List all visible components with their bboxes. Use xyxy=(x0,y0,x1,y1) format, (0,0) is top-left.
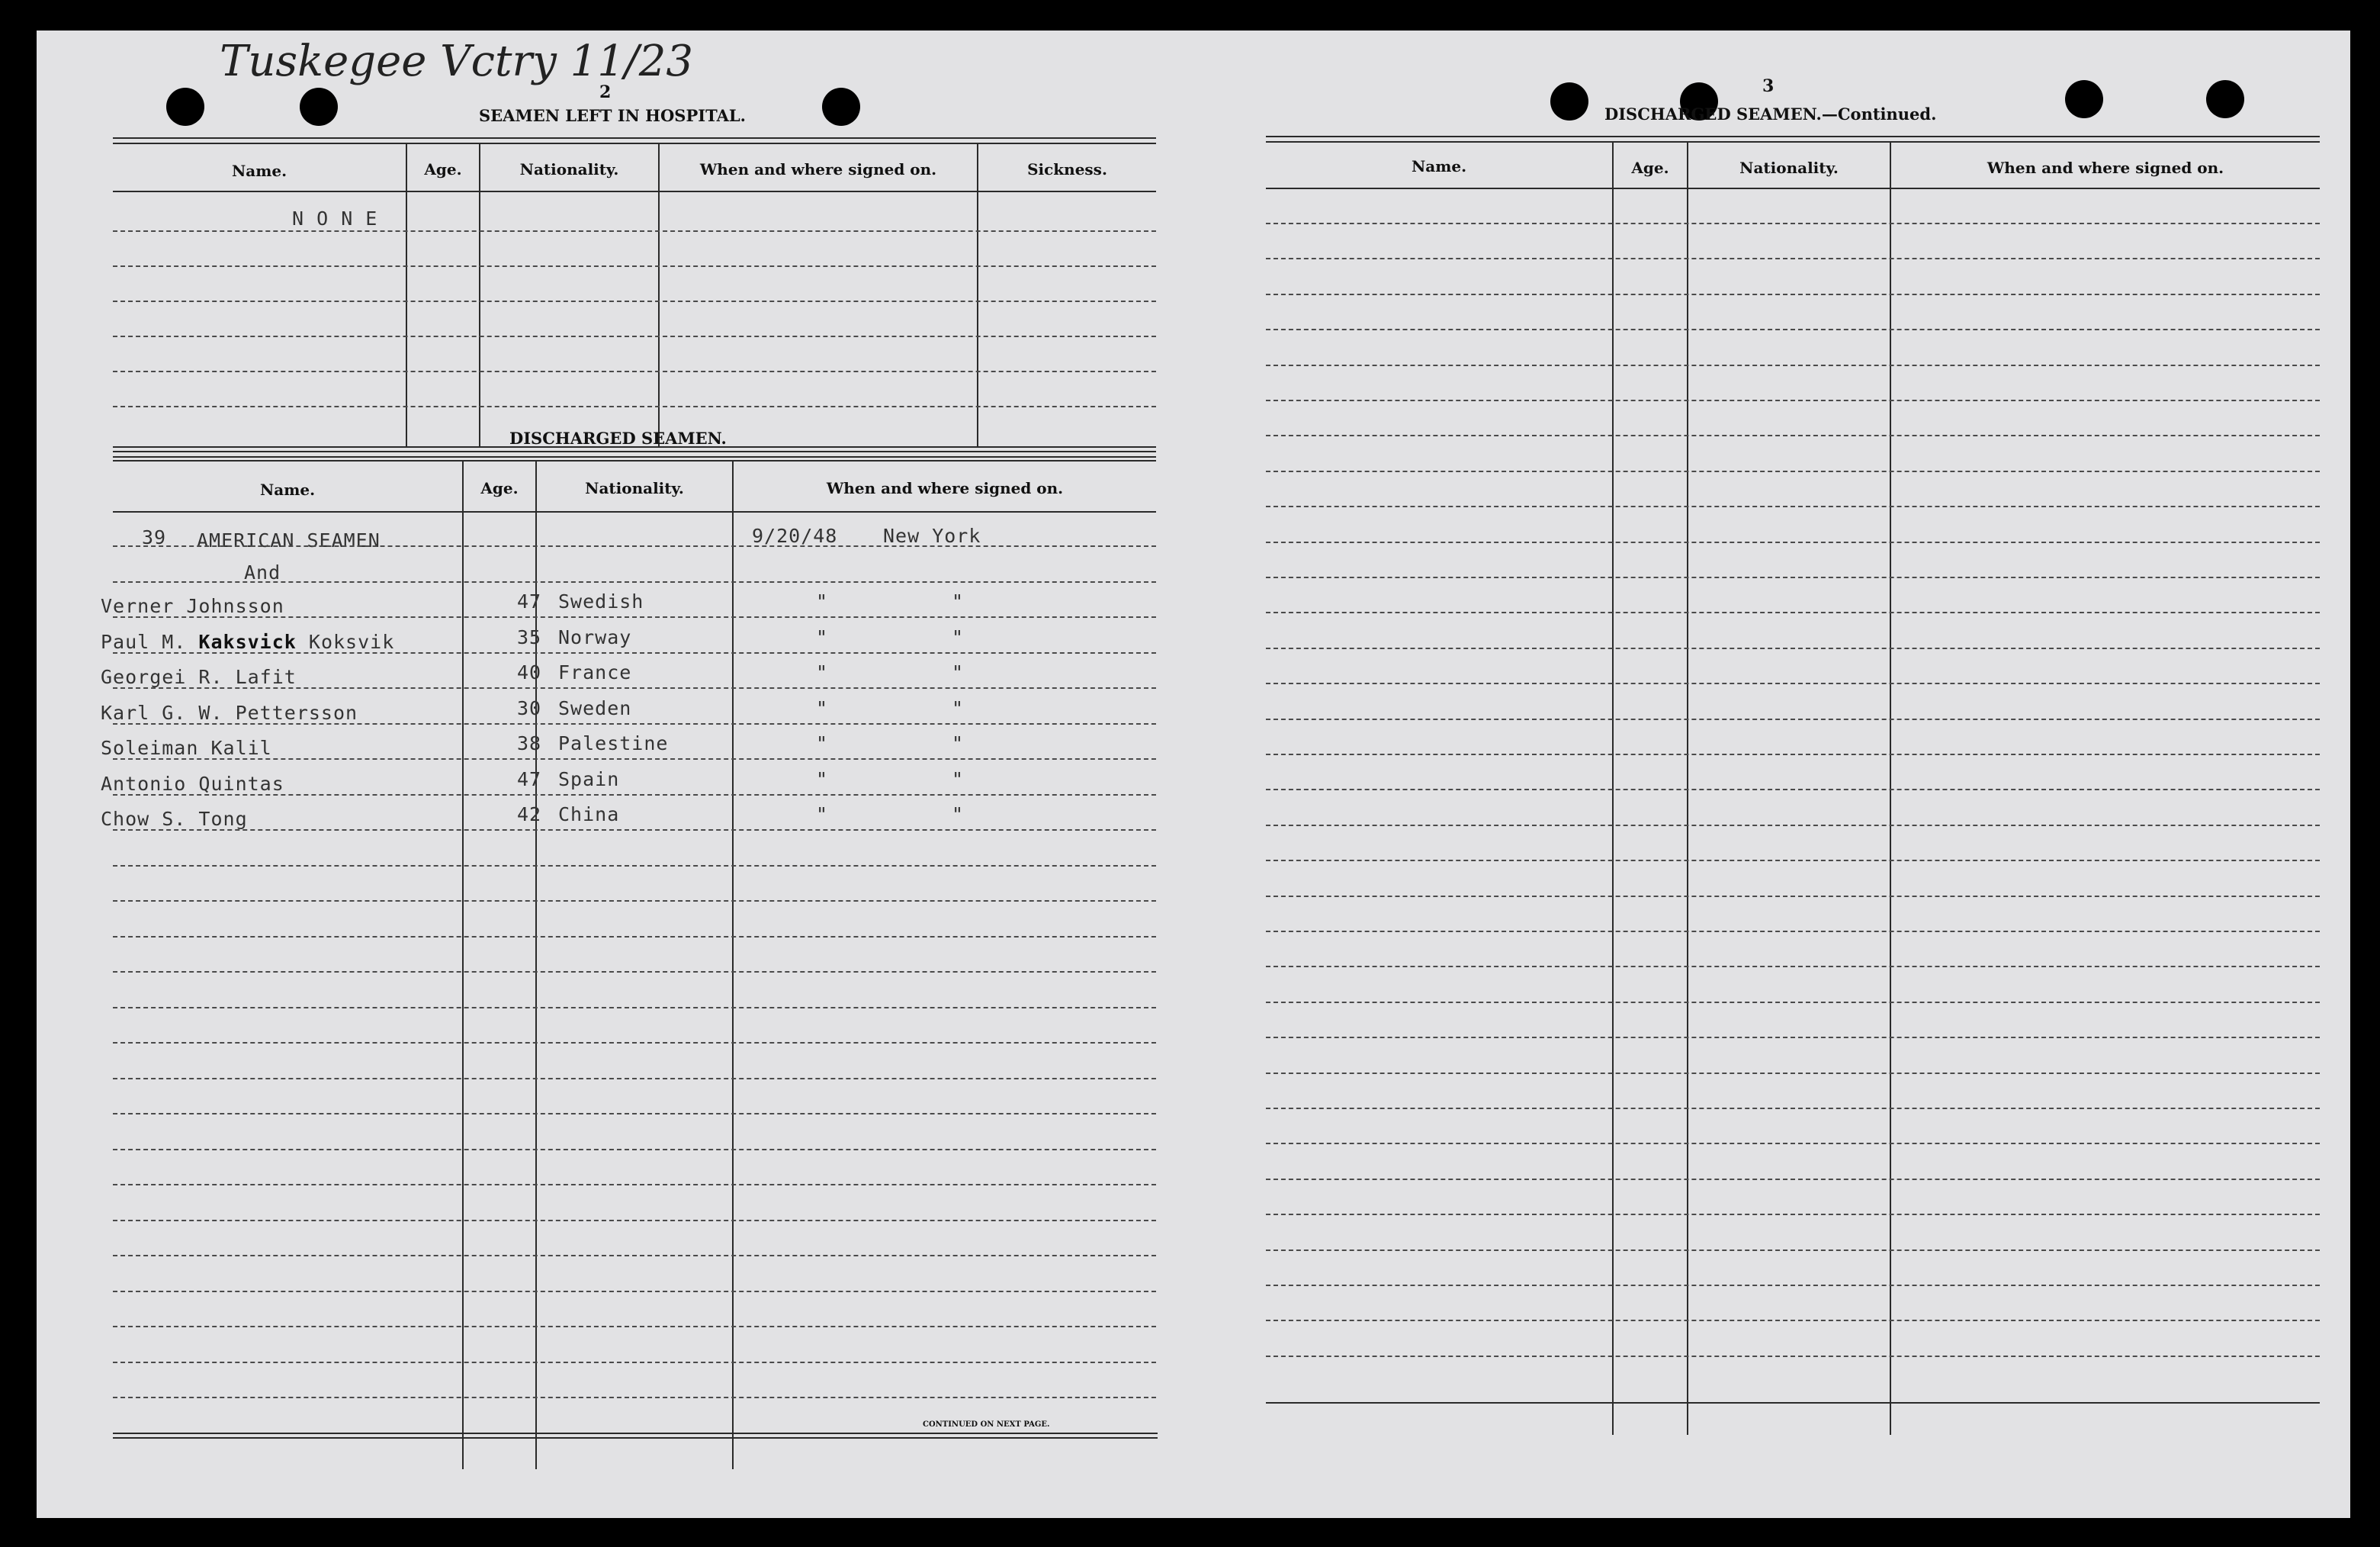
ditto-mark-place: " xyxy=(952,661,965,683)
rule-line xyxy=(1266,1250,2320,1251)
rule-line xyxy=(1266,1179,2320,1180)
section-title-discharged: DISCHARGED SEAMEN. xyxy=(509,429,727,448)
rule-line xyxy=(113,1362,1156,1363)
seaman-nationality: Sweden xyxy=(558,697,632,719)
ditto-mark-place: " xyxy=(952,803,965,825)
punch-hole xyxy=(300,88,338,126)
rule-line xyxy=(1266,648,2320,649)
rule-line xyxy=(113,1149,1156,1150)
rule-line xyxy=(113,794,1156,796)
rule-line xyxy=(1266,294,2320,295)
rule-line xyxy=(113,1007,1156,1008)
seaman-age: 38 xyxy=(517,732,542,754)
seaman-name xyxy=(101,631,394,653)
rule-line xyxy=(1266,612,2320,613)
punch-hole xyxy=(166,88,204,126)
seaman-name-text: Soleiman Kalil xyxy=(101,737,272,759)
seaman-name-text: Antonio Quintas xyxy=(101,773,284,795)
seaman-name-text: Karl G. W. Pettersson xyxy=(101,702,358,724)
rule-line xyxy=(1266,1143,2320,1144)
handwritten-annotation: Tuskegee Vctry 11/23 xyxy=(220,37,694,86)
rule-line xyxy=(113,687,1156,689)
column-header-nationality: Nationality. xyxy=(519,160,619,178)
rule-line xyxy=(113,616,1156,618)
section-title-discharged-continued: DISCHARGED SEAMEN.—Continued. xyxy=(1604,105,1937,124)
column-header-signed-on: When and where signed on. xyxy=(699,160,937,178)
seaman-age: 42 xyxy=(517,803,542,825)
rule-line xyxy=(1266,1108,2320,1109)
rule-line xyxy=(1266,825,2320,826)
column-header-nationality: Nationality. xyxy=(585,479,684,497)
seaman-age: 40 xyxy=(517,661,542,683)
rule-line xyxy=(113,1184,1156,1185)
ditto-mark-date: " xyxy=(816,697,829,719)
rule-line xyxy=(113,1326,1156,1327)
rule-line xyxy=(1266,577,2320,578)
column-header-nationality: Nationality. xyxy=(1739,159,1839,177)
ditto-mark-date: " xyxy=(816,626,829,648)
seaman-age: 35 xyxy=(517,626,542,648)
page-number: 3 xyxy=(1762,76,1775,96)
column-header-age: Age. xyxy=(424,160,462,178)
punch-hole xyxy=(2065,80,2103,118)
ditto-mark-date: " xyxy=(816,803,829,825)
rule-line xyxy=(1266,542,2320,543)
ditto-mark-place: " xyxy=(952,590,965,613)
seaman-age: 47 xyxy=(517,590,542,613)
seaman-name xyxy=(101,702,358,724)
ditto-mark-date: " xyxy=(816,732,829,754)
seaman-name xyxy=(101,773,284,795)
ditto-mark-date: " xyxy=(816,661,829,683)
group-date: 9/20/48 xyxy=(752,525,838,547)
seaman-nationality: Swedish xyxy=(558,590,644,613)
column-header-name: Name. xyxy=(259,481,316,499)
rule-line xyxy=(113,900,1156,902)
column-header-name: Name. xyxy=(1411,157,1467,175)
rule-line xyxy=(1266,400,2320,401)
column-header-sickness: Sickness. xyxy=(1027,160,1107,178)
hospital-entry: N O N E xyxy=(292,207,378,230)
rule-line xyxy=(1266,1037,2320,1038)
group-count: 39 xyxy=(142,526,167,548)
seaman-name-text: Georgei R. Lafit xyxy=(101,666,297,688)
rule-line xyxy=(113,829,1156,831)
rule-line xyxy=(1266,1285,2320,1286)
seaman-name-text: Paul M. xyxy=(101,631,199,653)
group-place: New York xyxy=(883,525,981,547)
rule-line xyxy=(1266,896,2320,897)
rule-line xyxy=(1266,754,2320,755)
rule-line xyxy=(113,1291,1156,1292)
rule-line xyxy=(113,1220,1156,1221)
rule-line xyxy=(1266,329,2320,330)
group-label: AMERICAN SEAMEN xyxy=(197,529,381,552)
rule-line xyxy=(1266,931,2320,932)
rule-line xyxy=(1266,1356,2320,1357)
seaman-nationality: Norway xyxy=(558,626,632,648)
rule-line xyxy=(1266,966,2320,967)
corrected-name-text: Koksvik xyxy=(296,631,395,653)
seaman-name xyxy=(101,595,284,617)
seaman-name xyxy=(101,808,248,830)
rule-line xyxy=(113,758,1156,760)
ditto-mark-place: " xyxy=(952,626,965,648)
rule-line xyxy=(1266,1073,2320,1074)
seaman-age: 30 xyxy=(517,697,542,719)
column-header-signed-on: When and where signed on. xyxy=(826,479,1064,497)
rule-line xyxy=(1266,435,2320,436)
rule-line xyxy=(113,581,1156,583)
punch-hole xyxy=(822,88,860,126)
seaman-age: 47 xyxy=(517,768,542,790)
seaman-nationality: Palestine xyxy=(558,732,669,754)
punch-hole xyxy=(1550,82,1588,121)
ditto-mark-place: " xyxy=(952,697,965,719)
seaman-nationality: China xyxy=(558,803,620,825)
rule-line xyxy=(113,1113,1156,1114)
rule-line xyxy=(113,1078,1156,1079)
rule-line xyxy=(113,545,1156,547)
seaman-name-text: Chow S. Tong xyxy=(101,808,248,830)
ditto-mark-date: " xyxy=(816,768,829,790)
rule-line xyxy=(1266,1320,2320,1321)
seaman-name xyxy=(101,666,297,688)
rule-line xyxy=(1266,365,2320,366)
section-title-hospital: SEAMEN LEFT IN HOSPITAL. xyxy=(479,106,746,125)
rule-line xyxy=(1266,258,2320,259)
rule-line xyxy=(1266,471,2320,472)
rule-line xyxy=(113,971,1156,973)
rule-line xyxy=(113,652,1156,654)
rule-line xyxy=(113,1042,1156,1044)
and-label: And xyxy=(244,561,281,584)
rule-line xyxy=(113,865,1156,867)
rule-line xyxy=(1266,719,2320,720)
seaman-nationality: France xyxy=(558,661,632,683)
rule-line xyxy=(1266,1214,2320,1215)
column-header-age: Age. xyxy=(480,479,519,497)
ditto-mark-date: " xyxy=(816,590,829,613)
ditto-mark-place: " xyxy=(952,768,965,790)
rule-line xyxy=(113,936,1156,938)
rule-line xyxy=(113,1397,1156,1398)
page-number: 2 xyxy=(599,82,612,102)
rule-line xyxy=(1266,860,2320,861)
rule-line xyxy=(1266,506,2320,507)
rule-line xyxy=(113,1255,1156,1256)
punch-hole xyxy=(2206,80,2244,118)
column-header-age: Age. xyxy=(1631,159,1669,177)
rule-line xyxy=(1266,223,2320,224)
ditto-mark-place: " xyxy=(952,732,965,754)
rule-line xyxy=(1266,1002,2320,1003)
struck-name-text: Kaksvick xyxy=(198,631,297,653)
rule-line xyxy=(1266,789,2320,790)
column-header-signed-on: When and where signed on. xyxy=(1987,159,2224,177)
column-header-name: Name. xyxy=(231,162,287,180)
footer-continued: CONTINUED ON NEXT PAGE. xyxy=(923,1420,1050,1429)
document-scan xyxy=(37,31,2350,1518)
rule-line xyxy=(1266,683,2320,684)
seaman-name-text: Verner Johnsson xyxy=(101,595,284,617)
seaman-nationality: Spain xyxy=(558,768,620,790)
seaman-name xyxy=(101,737,272,759)
rule-line xyxy=(113,723,1156,725)
